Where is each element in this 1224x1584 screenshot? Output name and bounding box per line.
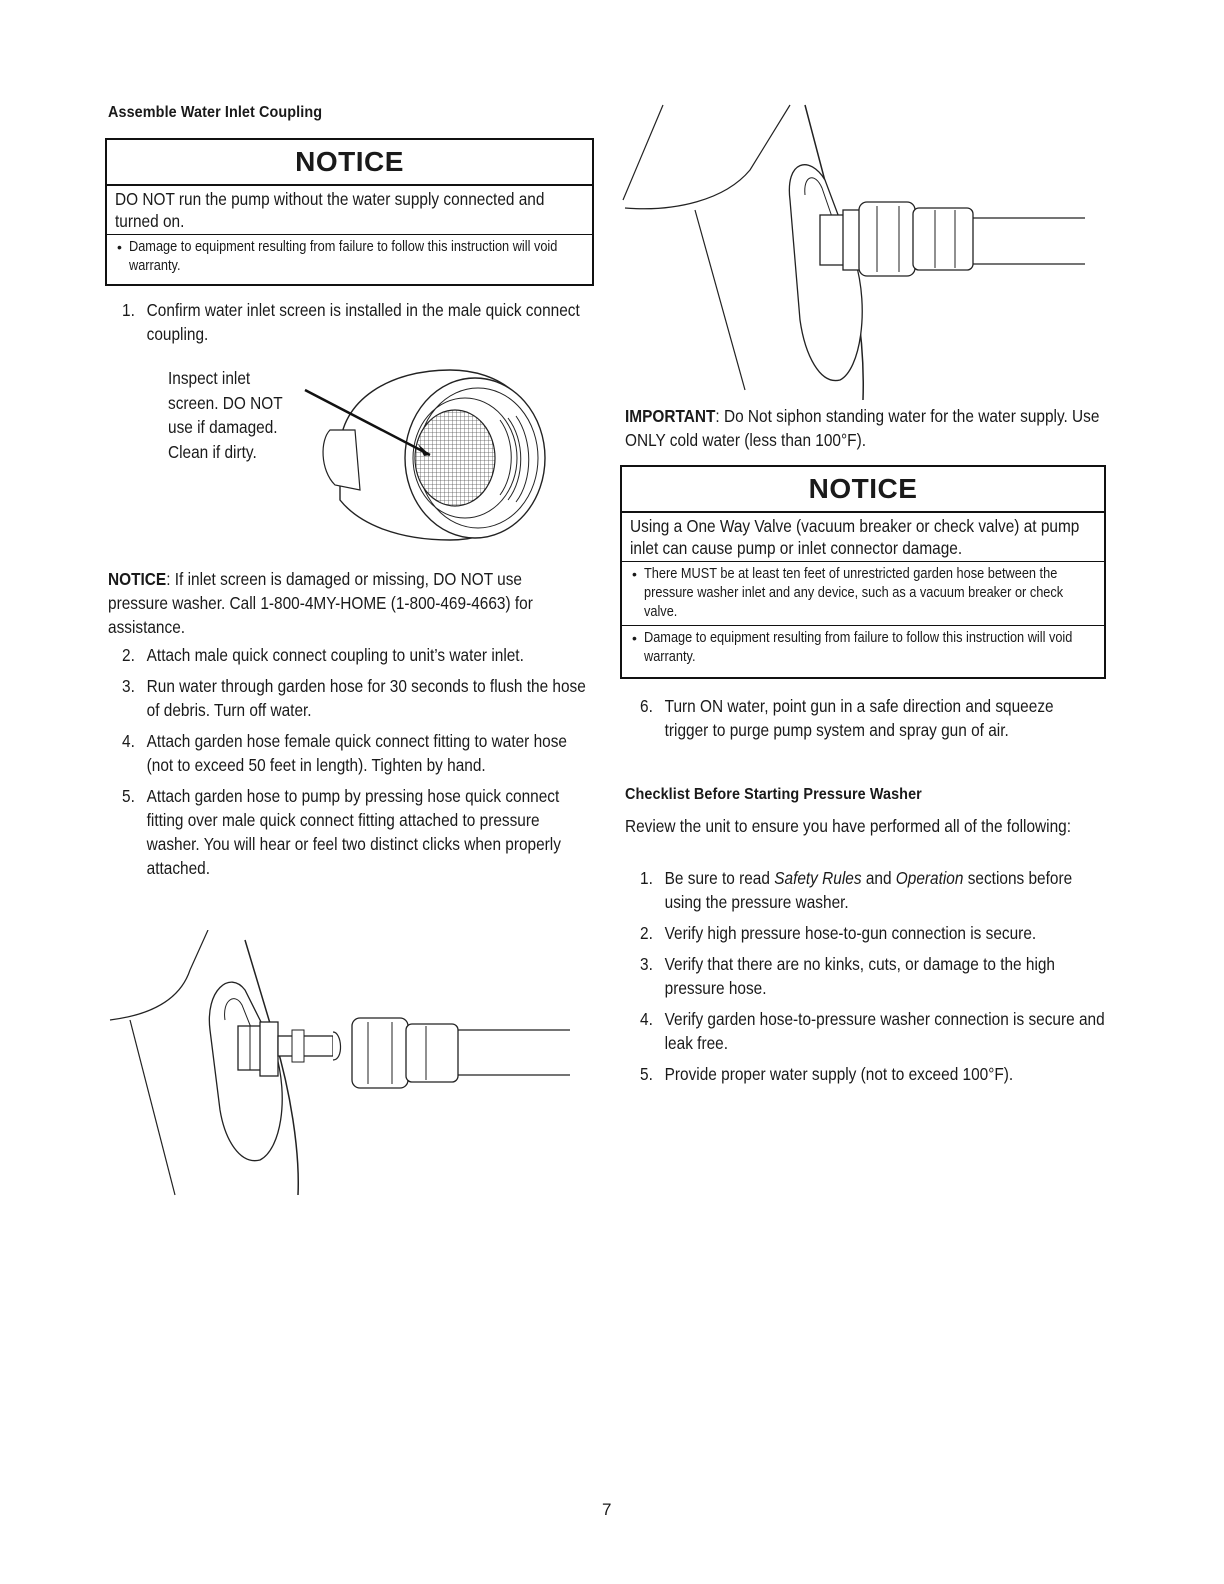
list-item: 5. Attach garden hose to pump by pressing hose quick connect fitting over male quick connect fitting attached to pressure washer. You will hear or feel two distinct clicks when properly attached. <box>122 786 561 878</box>
important-paragraph: IMPORTANT: Do Not siphon standing water for the water supply. Use ONLY cold water (less than 100°F). <box>625 406 1100 450</box>
page-number: 7 <box>602 1500 612 1519</box>
list-item: 5. Provide proper water supply (not to exceed 100°F). <box>640 1064 1014 1084</box>
inlet-screen-illustration <box>300 360 560 550</box>
checklist-items <box>640 866 1106 1093</box>
list-item: 3. Verify that there are no kinks, cuts, or damage to the high pressure hose. <box>640 954 1056 998</box>
list-item: 1. Be sure to read Safety Rules and Operation sections before using the pressure washer. <box>640 868 1073 912</box>
list-item: 4. Verify garden hose-to-pressure washer connection is secure and leak free. <box>640 1009 1105 1053</box>
step-6: 6. Turn ON water, point gun in a safe direction and squeeze trigger to purge pump system and spray gun of air. <box>640 696 1054 740</box>
hose-connected-illustration <box>615 100 1090 400</box>
notice-bullet: • Damage to equipment resulting from failure to follow this instruction will void warranty. <box>107 235 592 279</box>
inlet-callout: Inspect inlet screen. DO NOT use if damaged. Clean if dirty. <box>168 368 283 462</box>
notice-title: NOTICE <box>622 467 1104 513</box>
notice-title: NOTICE <box>107 140 592 186</box>
notice-main-text: Using a One Way Valve (vacuum breaker or check valve) at pump inlet can cause pump or inlet connector damage. <box>622 513 1104 562</box>
notice-paragraph: NOTICE: If inlet screen is damaged or missing, DO NOT use pressure washer. Call 1-800-4MY-HOME (1-800-469-4663) for assistance. <box>108 569 533 637</box>
step-1: 1. Confirm water inlet screen is installed in the male quick connect coupling. <box>122 300 580 344</box>
notice-bullet: • Damage to equipment resulting from failure to follow this instruction will void warranty. <box>622 625 1104 670</box>
checklist-intro: Review the unit to ensure you have performed all of the following: <box>625 816 1072 836</box>
checklist-heading: Checklist Before Starting Pressure Washer <box>625 786 922 803</box>
list-item: 2. Attach male quick connect coupling to unit’s water inlet. <box>122 645 524 665</box>
coupling-attach-illustration <box>100 930 580 1200</box>
list-item: 3. Run water through garden hose for 30 seconds to flush the hose of debris. Turn off water. <box>122 676 586 720</box>
notice-bullet: • There MUST be at least ten feet of unrestricted garden hose between the pressure washer inlet and any device, such as a vacuum breaker or check valve. <box>622 562 1104 625</box>
list-item: 2. Verify high pressure hose-to-gun connection is secure. <box>640 923 1037 943</box>
list-item: 4. Attach garden hose female quick connect fitting to water hose (not to exceed 50 feet in length). Tighten by hand. <box>122 731 567 775</box>
section-heading: Assemble Water Inlet Coupling <box>108 104 323 121</box>
notice-box-2 <box>620 465 1106 679</box>
steps-2-5 <box>122 643 587 887</box>
notice-box-1 <box>105 138 594 286</box>
notice-main-text: DO NOT run the pump without the water supply connected and turned on. <box>107 186 592 235</box>
